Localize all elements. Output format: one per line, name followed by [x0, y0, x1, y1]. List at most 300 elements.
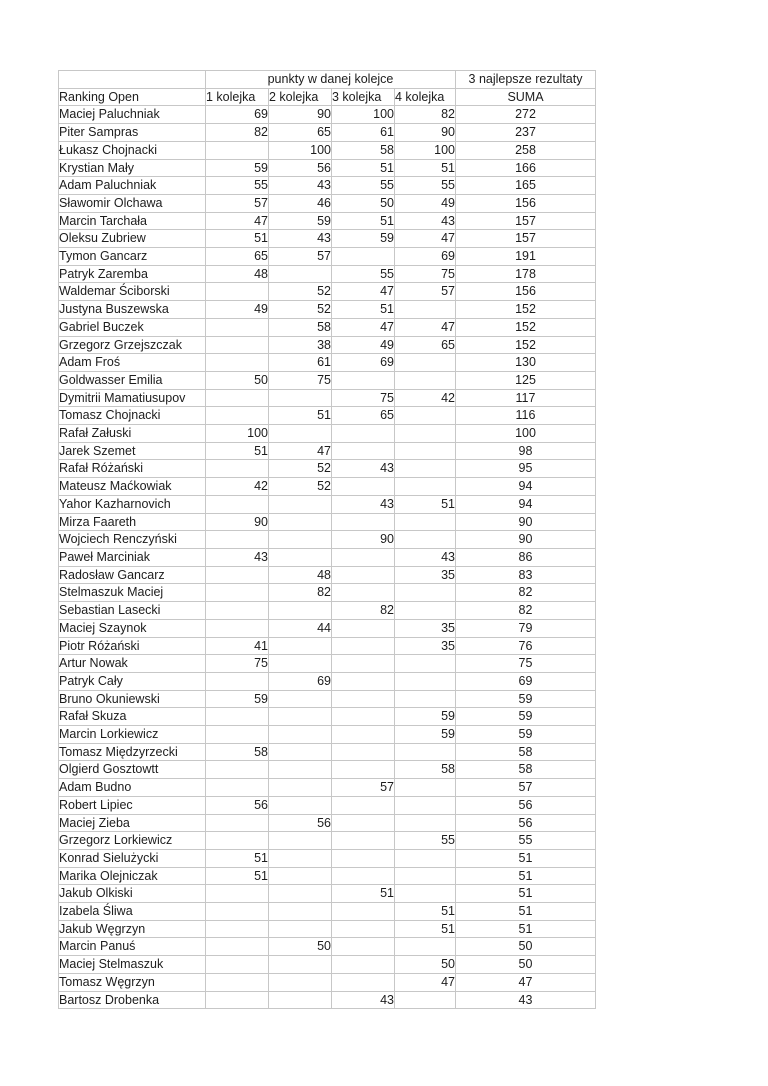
round-2-score-cell — [269, 779, 332, 797]
round-3-score-cell: 51 — [332, 159, 395, 177]
round-1-score-cell — [206, 584, 269, 602]
player-name-cell: Maciej Stelmaszuk — [59, 956, 206, 974]
round-3-score-cell — [332, 548, 395, 566]
round-4-score-cell — [395, 425, 456, 443]
round-3-score-cell: 82 — [332, 602, 395, 620]
round-4-score-cell — [395, 531, 456, 549]
round-3-score-cell: 51 — [332, 212, 395, 230]
suma-cell: 58 — [456, 761, 596, 779]
player-name-cell: Olgierd Gosztowtt — [59, 761, 206, 779]
table-row — [59, 531, 596, 549]
player-name-cell: Grzegorz Grzejszczak — [59, 336, 206, 354]
round-2-score-cell — [269, 885, 332, 903]
round-3-score-cell — [332, 655, 395, 673]
round-2-score-cell — [269, 265, 332, 283]
round-3-score-cell: 51 — [332, 885, 395, 903]
suma-cell: 117 — [456, 389, 596, 407]
round-1-score-cell — [206, 832, 269, 850]
round-1-score-cell: 82 — [206, 124, 269, 142]
player-name-cell: Jarek Szemet — [59, 442, 206, 460]
suma-header: SUMA — [456, 88, 596, 106]
round-4-score-cell: 51 — [395, 159, 456, 177]
suma-cell: 82 — [456, 602, 596, 620]
round-1-score-cell: 100 — [206, 425, 269, 443]
table-row — [59, 336, 596, 354]
round-1-score-cell — [206, 991, 269, 1009]
round-1-score-cell: 49 — [206, 301, 269, 319]
round-1-score-cell — [206, 885, 269, 903]
table-row — [59, 407, 596, 425]
round-3-score-cell: 75 — [332, 389, 395, 407]
round-2-score-cell — [269, 548, 332, 566]
round-2-score-cell — [269, 726, 332, 744]
player-name-cell: Sławomir Olchawa — [59, 194, 206, 212]
table-row — [59, 318, 596, 336]
table-row — [59, 478, 596, 496]
round-2-score-cell — [269, 531, 332, 549]
suma-cell: 152 — [456, 318, 596, 336]
round-2-score-cell: 59 — [269, 212, 332, 230]
round-2-score-cell — [269, 389, 332, 407]
round-1-score-cell — [206, 973, 269, 991]
table-row — [59, 920, 596, 938]
round-4-score-cell: 69 — [395, 248, 456, 266]
round-4-score-cell: 75 — [395, 265, 456, 283]
round-2-score-cell: 57 — [269, 248, 332, 266]
round-4-score-cell: 42 — [395, 389, 456, 407]
player-name-cell: Dymitrii Mamatiusupov — [59, 389, 206, 407]
round-2-score-cell — [269, 903, 332, 921]
suma-cell: 94 — [456, 478, 596, 496]
table-row — [59, 779, 596, 797]
round-2-score-cell: 52 — [269, 460, 332, 478]
suma-cell: 90 — [456, 513, 596, 531]
player-name-cell: Marcin Tarchała — [59, 212, 206, 230]
suma-cell: 116 — [456, 407, 596, 425]
round-4-score-cell: 55 — [395, 832, 456, 850]
suma-cell: 83 — [456, 566, 596, 584]
round-3-score-cell — [332, 849, 395, 867]
round-1-score-cell: 57 — [206, 194, 269, 212]
suma-cell: 152 — [456, 336, 596, 354]
round-4-score-cell: 82 — [395, 106, 456, 124]
round-1-score-cell: 42 — [206, 478, 269, 496]
table-row — [59, 832, 596, 850]
player-name-cell: Adam Budno — [59, 779, 206, 797]
round-1-score-cell — [206, 283, 269, 301]
round-2-score-cell: 48 — [269, 566, 332, 584]
round-2-score-cell — [269, 973, 332, 991]
round-3-score-cell — [332, 920, 395, 938]
round-4-score-cell — [395, 938, 456, 956]
round-3-score-cell — [332, 478, 395, 496]
round-1-score-cell — [206, 956, 269, 974]
suma-cell: 258 — [456, 141, 596, 159]
suma-cell: 166 — [456, 159, 596, 177]
round-4-score-cell: 57 — [395, 283, 456, 301]
round-4-score-cell — [395, 991, 456, 1009]
player-name-cell: Stelmaszuk Maciej — [59, 584, 206, 602]
round-1-score-cell — [206, 619, 269, 637]
player-name-cell: Justyna Buszewska — [59, 301, 206, 319]
table-row — [59, 230, 596, 248]
suma-cell: 75 — [456, 655, 596, 673]
table-row — [59, 212, 596, 230]
suma-cell: 59 — [456, 690, 596, 708]
round-1-score-cell: 51 — [206, 230, 269, 248]
round-4-score-cell: 47 — [395, 318, 456, 336]
round-1-score-cell: 56 — [206, 796, 269, 814]
round-3-score-cell: 100 — [332, 106, 395, 124]
table-row — [59, 141, 596, 159]
round-1-score-cell — [206, 920, 269, 938]
round-3-score-cell — [332, 425, 395, 443]
round-3-score-cell: 55 — [332, 265, 395, 283]
suma-cell: 156 — [456, 283, 596, 301]
player-name-cell: Waldemar Ściborski — [59, 283, 206, 301]
round-4-score-cell — [395, 867, 456, 885]
table-row — [59, 796, 596, 814]
points-group-header: punkty w danej kolejce — [206, 71, 456, 89]
round-4-score-cell — [395, 301, 456, 319]
round-1-score-cell: 75 — [206, 655, 269, 673]
round-3-score-cell — [332, 248, 395, 266]
round-2-score-cell — [269, 796, 332, 814]
player-name-cell: Tomasz Węgrzyn — [59, 973, 206, 991]
round-1-score-cell — [206, 354, 269, 372]
round-3-score-cell — [332, 619, 395, 637]
round-4-score-cell — [395, 513, 456, 531]
suma-cell: 98 — [456, 442, 596, 460]
round-1-score-cell — [206, 495, 269, 513]
player-name-cell: Adam Froś — [59, 354, 206, 372]
round-3-score-cell: 65 — [332, 407, 395, 425]
suma-cell: 82 — [456, 584, 596, 602]
round-3-score-cell — [332, 867, 395, 885]
round-1-score-cell: 58 — [206, 743, 269, 761]
round-2-score-cell: 75 — [269, 371, 332, 389]
round-1-score-cell: 41 — [206, 637, 269, 655]
table-row — [59, 248, 596, 266]
suma-cell: 79 — [456, 619, 596, 637]
round-2-score-cell: 56 — [269, 814, 332, 832]
suma-cell: 58 — [456, 743, 596, 761]
player-name-cell: Marika Olejniczak — [59, 867, 206, 885]
player-name-cell: Krystian Mały — [59, 159, 206, 177]
round-1-score-cell — [206, 779, 269, 797]
table-row — [59, 602, 596, 620]
player-name-cell: Oleksu Zubriew — [59, 230, 206, 248]
round-2-score-cell: 38 — [269, 336, 332, 354]
table-row — [59, 354, 596, 372]
round-2-score-cell — [269, 991, 332, 1009]
player-name-cell: Patryk Cały — [59, 672, 206, 690]
player-name-cell: Bruno Okuniewski — [59, 690, 206, 708]
round-4-score-cell — [395, 743, 456, 761]
round-2-score-cell: 46 — [269, 194, 332, 212]
round-1-score-cell: 65 — [206, 248, 269, 266]
round-2-score-cell: 65 — [269, 124, 332, 142]
suma-cell: 50 — [456, 956, 596, 974]
table-row — [59, 726, 596, 744]
suma-cell: 86 — [456, 548, 596, 566]
table-row — [59, 619, 596, 637]
round-3-score-cell: 69 — [332, 354, 395, 372]
table-row — [59, 991, 596, 1009]
table-row — [59, 867, 596, 885]
round-1-score-cell — [206, 318, 269, 336]
round-4-score-cell: 51 — [395, 920, 456, 938]
player-name-cell: Rafał Różański — [59, 460, 206, 478]
round-4-score-cell: 90 — [395, 124, 456, 142]
round-2-score-cell: 82 — [269, 584, 332, 602]
player-name-cell: Piotr Różański — [59, 637, 206, 655]
ranking-table — [58, 70, 596, 1009]
round-2-score-cell: 90 — [269, 106, 332, 124]
round-1-score-cell: 69 — [206, 106, 269, 124]
suma-cell: 191 — [456, 248, 596, 266]
round-1-score-cell: 47 — [206, 212, 269, 230]
table-row — [59, 903, 596, 921]
player-name-cell: Marcin Panuś — [59, 938, 206, 956]
round-2-score-cell — [269, 832, 332, 850]
round-2-score-cell — [269, 655, 332, 673]
round-2-score-cell: 58 — [269, 318, 332, 336]
round-2-score-cell: 47 — [269, 442, 332, 460]
round-3-score-cell — [332, 903, 395, 921]
round-3-score-cell — [332, 371, 395, 389]
player-name-cell: Mateusz Maćkowiak — [59, 478, 206, 496]
round-4-score-cell: 43 — [395, 548, 456, 566]
table-row — [59, 460, 596, 478]
round-3-score-cell — [332, 832, 395, 850]
round-2-score-cell — [269, 637, 332, 655]
player-name-cell: Tomasz Międzyrzecki — [59, 743, 206, 761]
player-name-cell: Adam Paluchniak — [59, 177, 206, 195]
table-row — [59, 672, 596, 690]
suma-cell: 76 — [456, 637, 596, 655]
group-header-row — [59, 71, 596, 89]
player-name-cell: Maciej Paluchniak — [59, 106, 206, 124]
round-4-score-cell: 59 — [395, 708, 456, 726]
round-4-score-cell: 47 — [395, 973, 456, 991]
ranking-table-body — [59, 106, 596, 1009]
suma-cell: 55 — [456, 832, 596, 850]
table-row — [59, 495, 596, 513]
player-name-cell: Artur Nowak — [59, 655, 206, 673]
round-2-score-cell — [269, 849, 332, 867]
round-2-score-cell — [269, 690, 332, 708]
suma-cell: 69 — [456, 672, 596, 690]
round-2-score-cell: 100 — [269, 141, 332, 159]
round-4-score-cell: 35 — [395, 619, 456, 637]
round-3-score-cell — [332, 637, 395, 655]
round-2-score-cell — [269, 920, 332, 938]
ranking-open-header: Ranking Open — [59, 88, 206, 106]
suma-cell: 156 — [456, 194, 596, 212]
table-row — [59, 885, 596, 903]
round-4-score-cell: 51 — [395, 903, 456, 921]
round-4-score-cell — [395, 478, 456, 496]
suma-cell: 50 — [456, 938, 596, 956]
round-3-score-cell — [332, 956, 395, 974]
round-4-score-cell: 65 — [395, 336, 456, 354]
round-3-score-cell — [332, 796, 395, 814]
round-1-score-cell — [206, 336, 269, 354]
table-row — [59, 283, 596, 301]
suma-cell: 59 — [456, 726, 596, 744]
round-4-score-cell: 43 — [395, 212, 456, 230]
column-header-row — [59, 88, 596, 106]
player-name-cell: Jakub Węgrzyn — [59, 920, 206, 938]
table-row — [59, 371, 596, 389]
round-2-score-cell — [269, 743, 332, 761]
round-2-score-cell: 52 — [269, 478, 332, 496]
round-3-score-cell: 90 — [332, 531, 395, 549]
table-row — [59, 265, 596, 283]
round-3-score-cell — [332, 672, 395, 690]
suma-cell: 100 — [456, 425, 596, 443]
round-1-header: 1 kolejka — [206, 88, 269, 106]
player-name-cell: Rafał Załuski — [59, 425, 206, 443]
table-row — [59, 548, 596, 566]
round-1-score-cell: 59 — [206, 690, 269, 708]
round-3-score-cell — [332, 690, 395, 708]
round-4-score-cell — [395, 690, 456, 708]
round-4-score-cell: 35 — [395, 566, 456, 584]
suma-cell: 165 — [456, 177, 596, 195]
suma-cell: 51 — [456, 903, 596, 921]
round-3-score-cell: 51 — [332, 301, 395, 319]
round-3-score-cell — [332, 513, 395, 531]
suma-cell: 57 — [456, 779, 596, 797]
round-4-header: 4 kolejka — [395, 88, 456, 106]
round-3-score-cell — [332, 743, 395, 761]
ranking-table-header — [59, 71, 596, 106]
round-4-score-cell: 59 — [395, 726, 456, 744]
round-3-score-cell — [332, 973, 395, 991]
player-name-cell: Maciej Zieba — [59, 814, 206, 832]
suma-cell: 178 — [456, 265, 596, 283]
table-row — [59, 106, 596, 124]
best-results-group-header: 3 najlepsze rezultaty — [456, 71, 596, 89]
round-3-score-cell: 43 — [332, 991, 395, 1009]
table-row — [59, 566, 596, 584]
round-3-score-cell — [332, 442, 395, 460]
player-name-cell: Yahor Kazharnovich — [59, 495, 206, 513]
player-name-cell: Gabriel Buczek — [59, 318, 206, 336]
suma-cell: 47 — [456, 973, 596, 991]
round-4-score-cell — [395, 407, 456, 425]
round-2-score-cell — [269, 495, 332, 513]
round-3-score-cell: 47 — [332, 283, 395, 301]
table-row — [59, 708, 596, 726]
round-1-score-cell: 55 — [206, 177, 269, 195]
round-1-score-cell — [206, 761, 269, 779]
round-1-score-cell: 59 — [206, 159, 269, 177]
table-row — [59, 513, 596, 531]
suma-cell: 90 — [456, 531, 596, 549]
player-name-cell: Piter Sampras — [59, 124, 206, 142]
player-name-cell: Sebastian Lasecki — [59, 602, 206, 620]
round-2-score-cell — [269, 956, 332, 974]
suma-cell: 51 — [456, 920, 596, 938]
round-2-score-cell: 43 — [269, 230, 332, 248]
round-2-score-cell: 61 — [269, 354, 332, 372]
player-name-cell: Bartosz Drobenka — [59, 991, 206, 1009]
player-name-cell: Jakub Olkiski — [59, 885, 206, 903]
round-2-score-cell: 50 — [269, 938, 332, 956]
suma-cell: 94 — [456, 495, 596, 513]
round-2-score-cell: 51 — [269, 407, 332, 425]
suma-cell: 272 — [456, 106, 596, 124]
player-name-cell: Paweł Marciniak — [59, 548, 206, 566]
round-2-score-cell: 43 — [269, 177, 332, 195]
round-2-score-cell: 44 — [269, 619, 332, 637]
round-4-score-cell: 51 — [395, 495, 456, 513]
round-1-score-cell: 50 — [206, 371, 269, 389]
round-1-score-cell: 51 — [206, 442, 269, 460]
table-row — [59, 584, 596, 602]
round-4-score-cell: 49 — [395, 194, 456, 212]
suma-cell: 130 — [456, 354, 596, 372]
round-1-score-cell — [206, 460, 269, 478]
round-4-score-cell: 55 — [395, 177, 456, 195]
player-name-cell: Patryk Zaremba — [59, 265, 206, 283]
player-name-cell: Maciej Szaynok — [59, 619, 206, 637]
table-row — [59, 124, 596, 142]
round-4-score-cell — [395, 849, 456, 867]
round-3-score-cell: 59 — [332, 230, 395, 248]
round-2-header: 2 kolejka — [269, 88, 332, 106]
suma-cell: 56 — [456, 814, 596, 832]
suma-cell: 125 — [456, 371, 596, 389]
round-1-score-cell: 90 — [206, 513, 269, 531]
player-name-cell: Konrad Sielużycki — [59, 849, 206, 867]
round-1-score-cell — [206, 903, 269, 921]
player-name-cell: Rafał Skuza — [59, 708, 206, 726]
round-1-score-cell — [206, 938, 269, 956]
round-3-score-cell — [332, 726, 395, 744]
round-2-score-cell — [269, 867, 332, 885]
round-3-score-cell: 43 — [332, 460, 395, 478]
round-2-score-cell — [269, 761, 332, 779]
table-row — [59, 425, 596, 443]
round-3-score-cell: 55 — [332, 177, 395, 195]
round-1-score-cell — [206, 141, 269, 159]
round-1-score-cell — [206, 814, 269, 832]
round-4-score-cell: 35 — [395, 637, 456, 655]
table-row — [59, 301, 596, 319]
round-1-score-cell — [206, 407, 269, 425]
table-row — [59, 389, 596, 407]
round-1-score-cell — [206, 389, 269, 407]
table-row — [59, 973, 596, 991]
round-4-score-cell — [395, 814, 456, 832]
round-1-score-cell — [206, 672, 269, 690]
round-3-score-cell — [332, 708, 395, 726]
round-3-score-cell: 57 — [332, 779, 395, 797]
player-name-cell: Mirza Faareth — [59, 513, 206, 531]
round-1-score-cell — [206, 708, 269, 726]
round-1-score-cell: 51 — [206, 849, 269, 867]
player-name-cell: Wojciech Renczyński — [59, 531, 206, 549]
round-4-score-cell: 47 — [395, 230, 456, 248]
suma-cell: 51 — [456, 867, 596, 885]
round-4-score-cell — [395, 371, 456, 389]
player-name-cell: Łukasz Chojnacki — [59, 141, 206, 159]
player-name-cell: Marcin Lorkiewicz — [59, 726, 206, 744]
